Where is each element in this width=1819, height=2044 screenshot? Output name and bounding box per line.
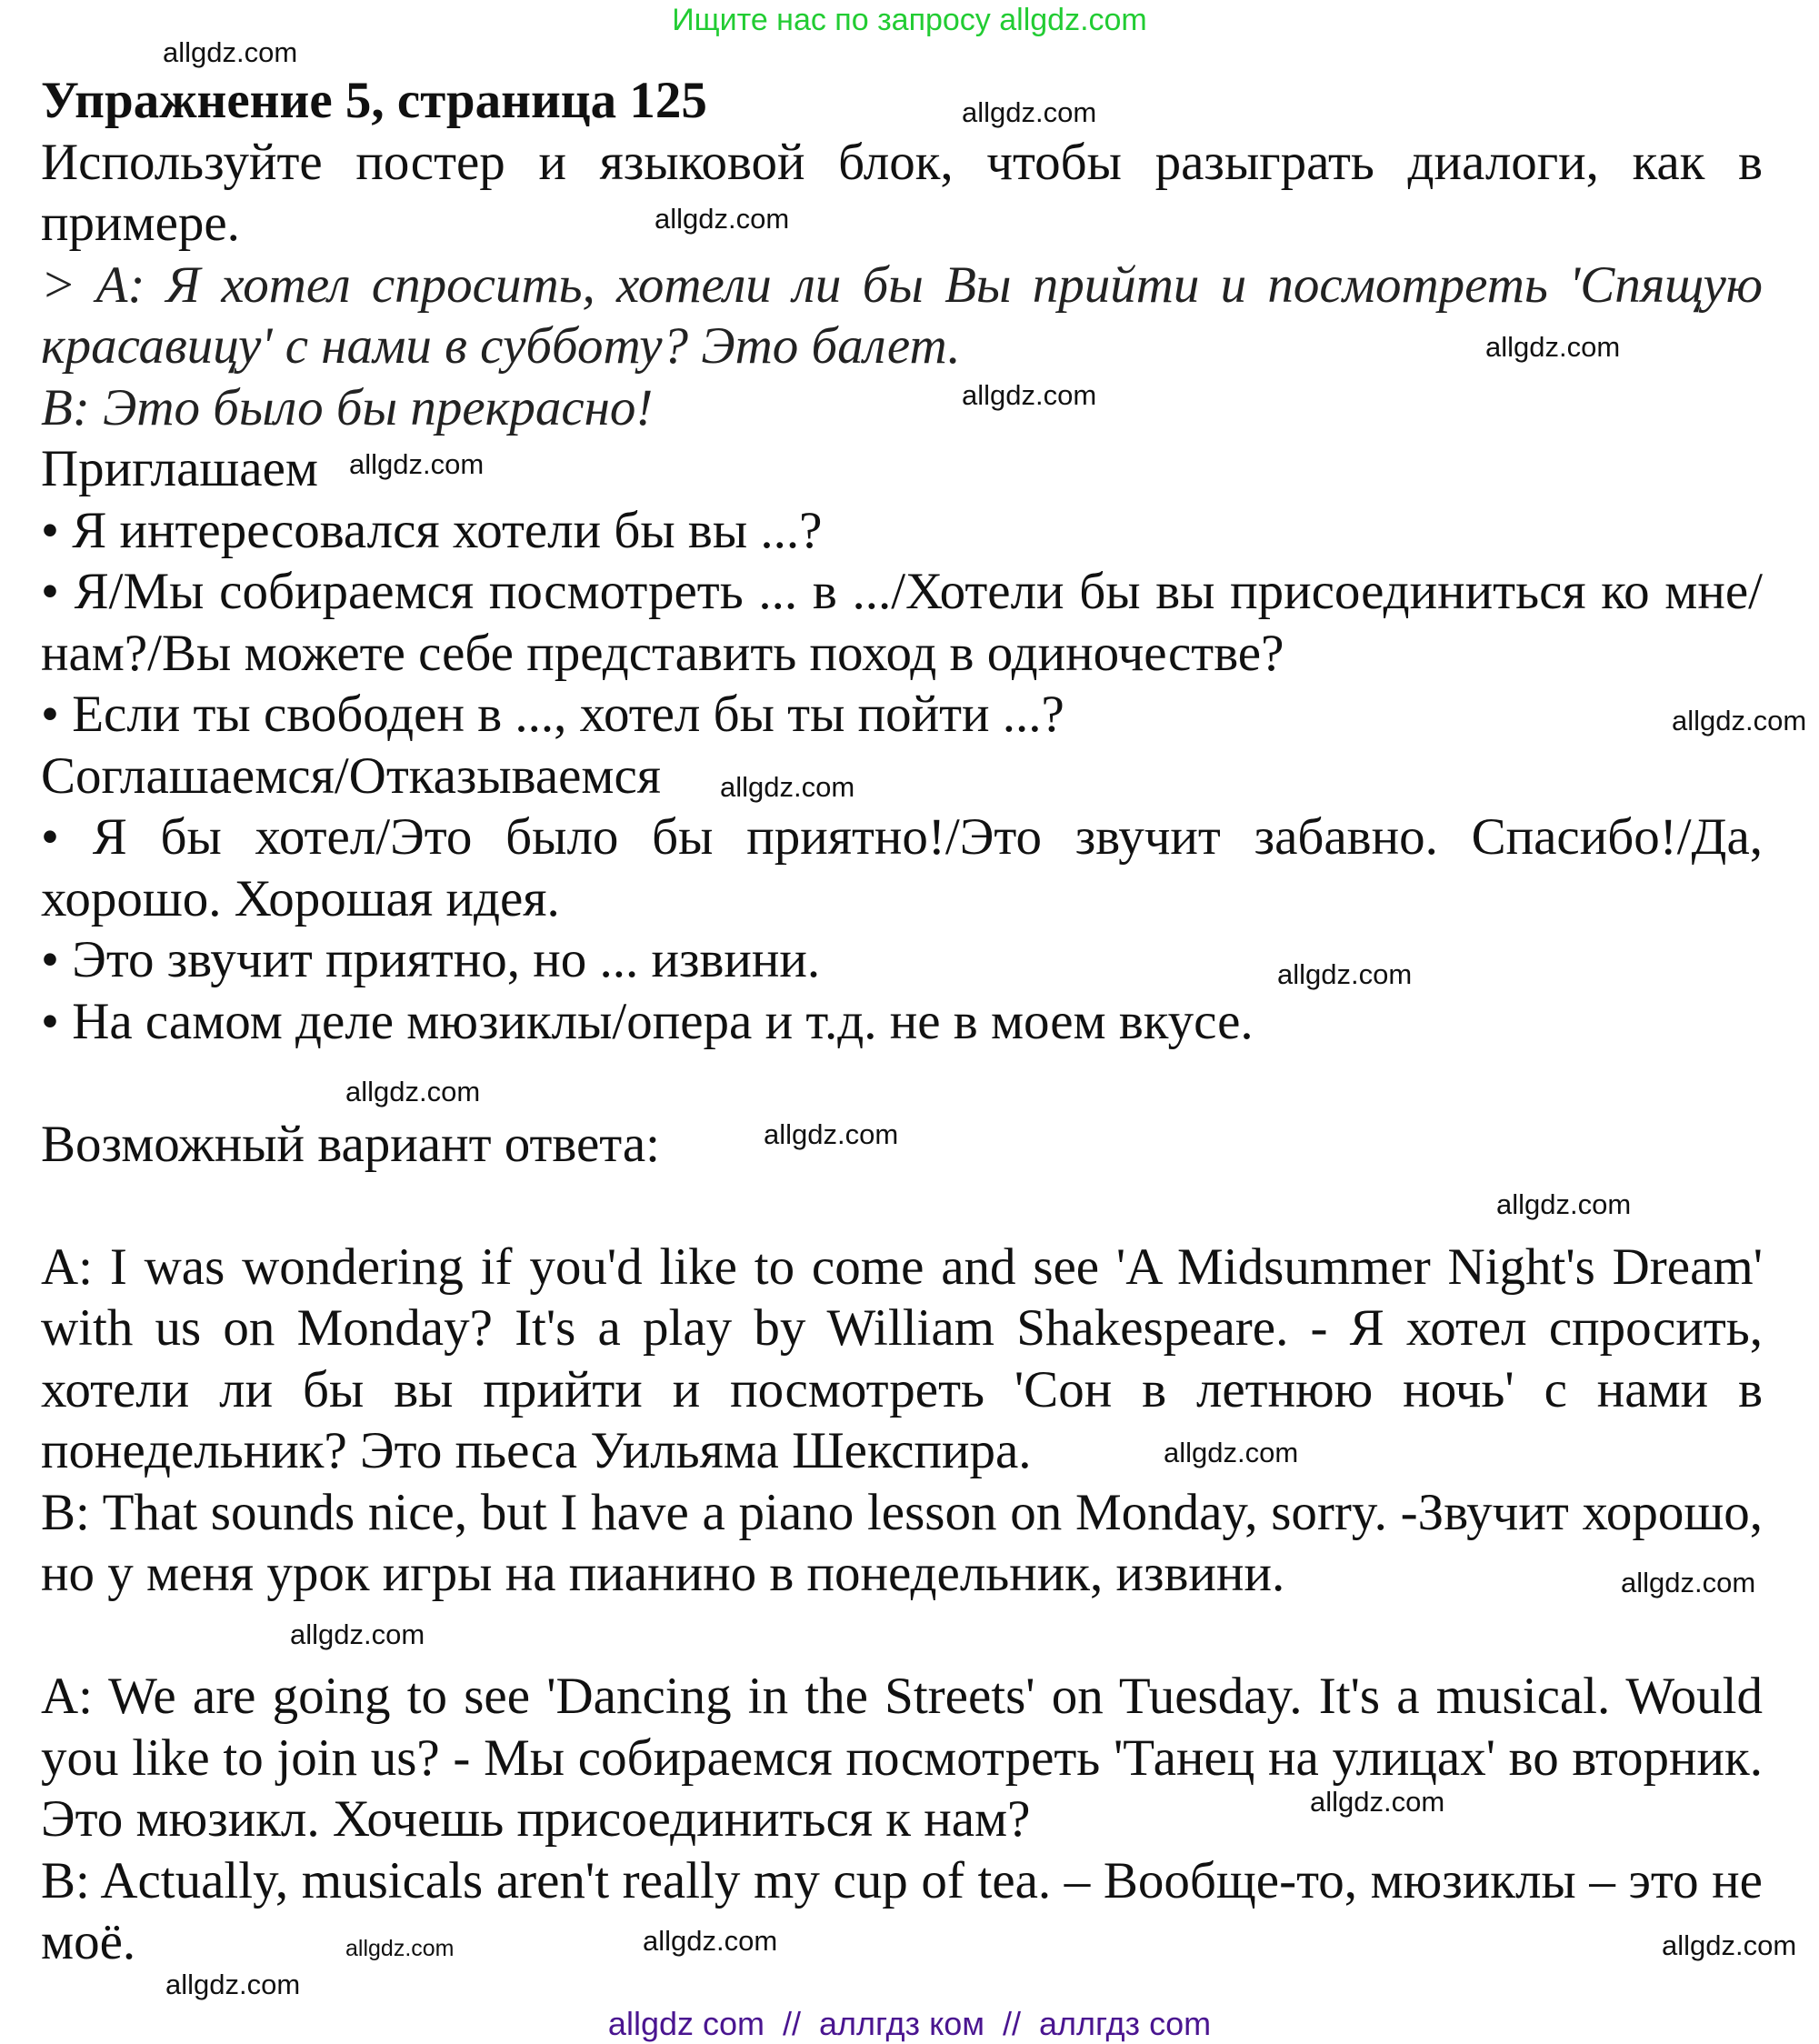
watermark: allgdz.com bbox=[962, 379, 1097, 411]
watermark: allgdz.com bbox=[1672, 705, 1807, 736]
watermark: allgdz.com bbox=[345, 1936, 455, 1961]
watermark: allgdz.com bbox=[1662, 1929, 1797, 1961]
dialogue-line: B: That sounds nice, but I have a piano lesson on Monday, sorry. -Звучит хорошо, но у меня урок игры на пианино в понедельник, извини. bbox=[41, 1483, 1763, 1602]
dialogue-line: B: Actually, musicals aren't really my cup of tea. – Вообще-то, мюзиклы – это не моё. bbox=[41, 1851, 1763, 1970]
watermark: allgdz.com bbox=[655, 203, 790, 235]
list-item: • Это звучит приятно, но ... извини. bbox=[41, 931, 821, 988]
dialogue-line: A: We are going to see 'Dancing in the Streets' on Tuesday. It's a musical. Would you like to join us? - Мы собираемся посмотреть 'Танец на улицах' во вторник. Это мюзикл. Хочешь присоединиться к нам? bbox=[41, 1668, 1763, 1848]
watermark: allgdz.com bbox=[349, 448, 485, 480]
section-heading-invite: Приглашаем bbox=[41, 440, 318, 497]
list-item: • Если ты свободен в ..., хотел бы ты пойти ...? bbox=[41, 686, 1064, 743]
dialogue-line: A: I was wondering if you'd like to come and see 'A Midsummer Night's Dream' with us on Monday? It's a play by William Shakespeare. - Я хотел спросить, хотели ли бы вы прийти и посмотреть 'Сон в летнюю ночь' с нами в понедельник? Это пьеса Уильяма Шекспира. bbox=[41, 1237, 1763, 1479]
page-title: Упражнение 5, страница 125 bbox=[41, 72, 707, 129]
watermark: allgdz.com bbox=[1485, 331, 1621, 363]
footer-links: allgdz com // аллгдз ком // аллгдз com bbox=[607, 2005, 1212, 2042]
watermark: allgdz.com bbox=[1164, 1437, 1299, 1468]
watermark: allgdz.com bbox=[345, 1076, 481, 1107]
watermark: allgdz.com bbox=[764, 1118, 899, 1150]
list-item: • Я интересовался хотели бы вы ...? bbox=[41, 501, 823, 559]
answer-label: Возможный вариант ответа: bbox=[41, 1115, 661, 1173]
watermark: allgdz.com bbox=[163, 36, 298, 68]
example-line: B: Это было бы прекрасно! bbox=[41, 378, 654, 436]
watermark: allgdz.com bbox=[1496, 1188, 1632, 1220]
watermark: allgdz.com bbox=[1310, 1786, 1445, 1818]
section-heading-reply: Соглашаемся/Отказываемся bbox=[41, 746, 662, 805]
watermark: allgdz.com bbox=[1621, 1567, 1756, 1598]
search-banner: Ищите нас по запросу allgdz.com bbox=[672, 3, 1147, 37]
instruction: Используйте постер и языковой блок, чтобы разыграть диалоги, как в примере. bbox=[41, 133, 1763, 252]
watermark: allgdz.com bbox=[165, 1969, 301, 2000]
example-line: > A: Я хотел спросить, хотели ли бы Вы прийти и посмотреть 'Спящую красавицу' с нами в субботу? Это балет. bbox=[41, 256, 1763, 375]
list-item: • Я бы хотел/Это было бы приятно!/Это звучит забавно. Спасибо!/Да, хорошо. Хорошая идея. bbox=[41, 808, 1763, 927]
list-item: • На самом деле мюзиклы/опера и т.д. не в моем вкусе. bbox=[41, 992, 1254, 1050]
watermark: allgdz.com bbox=[643, 1925, 778, 1957]
watermark: allgdz.com bbox=[962, 96, 1097, 128]
watermark: allgdz.com bbox=[290, 1618, 425, 1650]
watermark: allgdz.com bbox=[1277, 958, 1413, 990]
list-item: • Я/Мы собираемся посмотреть ... в .../Хотели бы вы присоединиться ко мне/нам?/Вы можете себе представить поход в одиночестве? bbox=[41, 563, 1763, 682]
watermark: allgdz.com bbox=[720, 771, 855, 803]
